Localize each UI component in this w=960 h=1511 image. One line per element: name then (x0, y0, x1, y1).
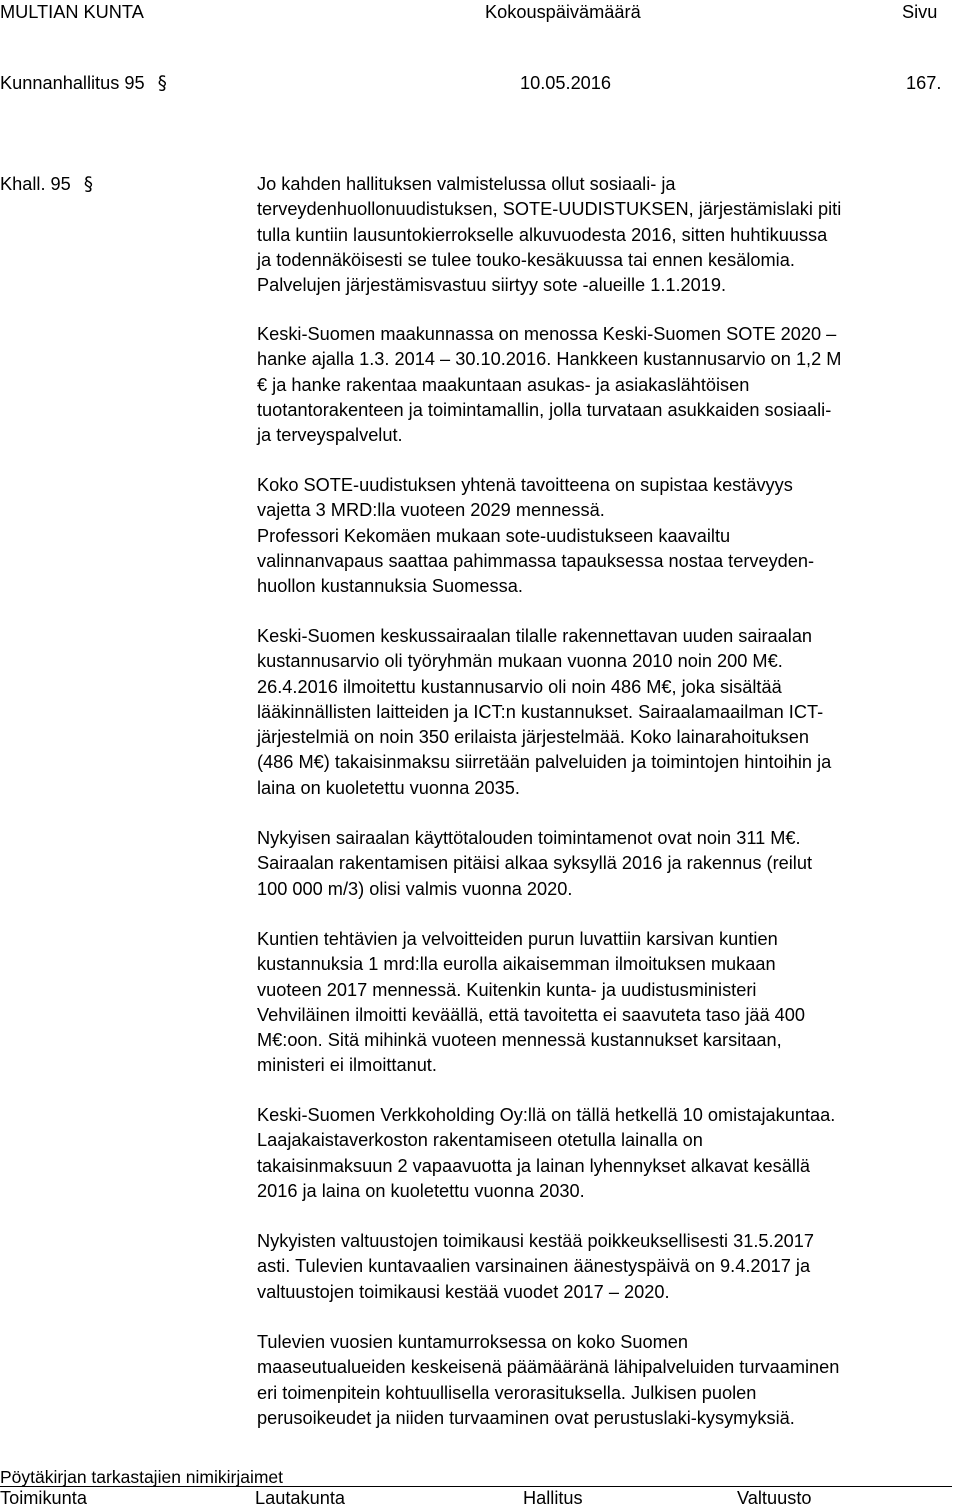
text-line: järjestelmiä on noin 350 erilaista järjestelmää. Koko lainarahoituksen (257, 727, 809, 748)
text-line: terveydenhuollonuudistuksen, SOTE-UUDISTUKSEN, järjestämislaki piti (257, 199, 842, 220)
text-line: Laajakaistaverkoston rakentamiseen otetulla lainalla on (257, 1130, 703, 1151)
paragraph-3 (257, 473, 960, 599)
meeting-date: 10.05.2016 (520, 73, 612, 93)
footer-verifiers-label: Pöytäkirjan tarkastajien nimikirjaimet (0, 1467, 284, 1487)
page-number: 167. (906, 73, 942, 93)
text-line: Jo kahden hallituksen valmistelussa ollut sosiaali- ja (257, 174, 676, 194)
footer-committee: Toimikunta (0, 1488, 87, 1508)
paragraph-8 (257, 1229, 960, 1305)
paragraph-4 (257, 624, 960, 801)
text-line: ministeri ei ilmoittanut. (257, 1055, 437, 1076)
text-line: vajetta 3 MRD:lla vuoteen 2029 mennessä. (257, 500, 605, 521)
text-line: Kuntien tehtävien ja velvoitteiden purun luvattiin karsivan kuntien (257, 929, 778, 949)
text-line: Sairaalan rakentamisen pitäisi alkaa syksyllä 2016 ja rakennus (reilut (257, 853, 813, 874)
text-line: 26.4.2016 ilmoitettu kustannusarvio oli noin 486 M€, joka sisältää (257, 676, 782, 697)
page-label: Sivu (902, 2, 938, 22)
text-line: Koko SOTE-uudistuksen yhtenä tavoitteena on supistaa kestävyys (257, 475, 793, 495)
section-label-text: Khall. 95 (0, 174, 71, 194)
municipality-name: MULTIAN KUNTA (0, 2, 144, 22)
meeting-body (0, 70, 167, 97)
text-line: lääkinnällisten laitteiden ja ICT:n kustannukset. Sairaalamaailman ICT- (257, 701, 824, 722)
text-line: valinnanvapaus saattaa pahimmassa tapauksessa nostaa terveyden- (257, 550, 815, 571)
text-line: eri toimenpitein kohtuullisella verorasituksella. Julkisen puolen (257, 1382, 757, 1403)
text-line: Keski-Suomen keskussairaalan tilalle rakennettavan uuden sairaalan (257, 626, 813, 646)
section-number: 95 (124, 73, 145, 93)
footer-council: Valtuusto (737, 1488, 812, 1508)
paragraph-6 (257, 927, 960, 1079)
text-line: € ja hanke rakentaa maakuntaan asukas- ja asiakaslähtöisen (257, 374, 750, 395)
text-line: (486 M€) takaisinmaksu siirretään palveluiden ja toimintojen hintoihin ja (257, 752, 832, 773)
text-line: Keski-Suomen Verkkoholding Oy:llä on tällä hetkellä 10 omistajakuntaa. (257, 1105, 836, 1125)
text-line: Nykyisten valtuustojen toimikausi kestää poikkeuksellisesti 31.5.2017 (257, 1231, 815, 1251)
paragraph-1 (257, 172, 960, 298)
section-label-symbol: § (83, 174, 93, 195)
footer-executive: Hallitus (523, 1488, 583, 1508)
text-line: takaisinmaksuun 2 vapaavuotta ja lainan lyhennykset alkavat kesällä (257, 1155, 811, 1176)
text-line: tulla kuntiin lausuntokierrokselle alkuvuodesta 2016, sitten huhtikuussa (257, 224, 828, 245)
text-line: vuoteen 2017 mennessä. Kuitenkin kunta- ja uudistusministeri (257, 979, 757, 1000)
text-line: ja terveyspalvelut. (257, 425, 403, 446)
footer-board: Lautakunta (255, 1488, 346, 1508)
paragraph-9 (257, 1330, 960, 1431)
text-line: kustannusarvio oli työryhmän mukaan vuonna 2010 noin 200 M€. (257, 651, 783, 672)
text-line: Nykyisen sairaalan käyttötalouden toimintamenot ovat noin 311 M€. (257, 828, 801, 848)
text-line: 100 000 m/3) olisi valmis vuonna 2020. (257, 878, 573, 899)
text-line: M€:oon. Sitä mihinkä vuoteen mennessä kustannukset karsitaan, (257, 1030, 782, 1051)
text-line: ja todennäköisesti se tulee touko-kesäkuussa tai ennen kesälomia. (257, 249, 795, 270)
text-line: huollon kustannuksia Suomessa. (257, 576, 523, 597)
text-line: valtuustojen toimikausi kestää vuodet 2017 – 2020. (257, 1281, 670, 1302)
body-name: Kunnanhallitus (0, 73, 120, 93)
text-line: hanke ajalla 1.3. 2014 – 30.10.2016. Hankkeen kustannusarvio on 1,2 M (257, 349, 842, 370)
text-line: Professori Kekomäen mukaan sote-uudistukseen kaavailtu (257, 525, 731, 546)
paragraph-5 (257, 826, 960, 902)
section-label (0, 172, 93, 197)
meeting-date-label: Kokouspäivämäärä (485, 2, 641, 22)
text-line: Vehviläinen ilmoitti keväällä, että tavoitetta ei saavuteta taso jää 400 (257, 1004, 805, 1025)
text-line: asti. Tulevien kuntavaalien varsinainen äänestyspäivä on 9.4.2017 ja (257, 1256, 811, 1277)
text-line: perusoikeudet ja niiden turvaaminen ovat perustuslaki-kysymyksiä. (257, 1407, 795, 1428)
text-line: maaseutualueiden keskeisenä päämääränä lähipalveluiden turvaaminen (257, 1357, 840, 1378)
text-line: laina on kuoletettu vuonna 2035. (257, 777, 520, 798)
text-line: 2016 ja laina on kuoletettu vuonna 2030. (257, 1180, 585, 1201)
text-line: tuotantorakenteen ja toimintamallin, jolla turvataan asukkaiden sosiaali- (257, 399, 832, 420)
paragraph-7 (257, 1103, 960, 1204)
text-line: Palvelujen järjestämisvastuu siirtyy sote -alueille 1.1.2019. (257, 275, 727, 296)
text-line: Tulevien vuosien kuntamurroksessa on koko Suomen (257, 1332, 689, 1352)
text-line: kustannuksia 1 mrd:lla eurolla aikaisemman ilmoituksen mukaan (257, 954, 776, 975)
paragraph-2 (257, 322, 960, 448)
section-symbol: § (157, 73, 167, 94)
text-line: Keski-Suomen maakunnassa on menossa Keski-Suomen SOTE 2020 – (257, 324, 837, 344)
